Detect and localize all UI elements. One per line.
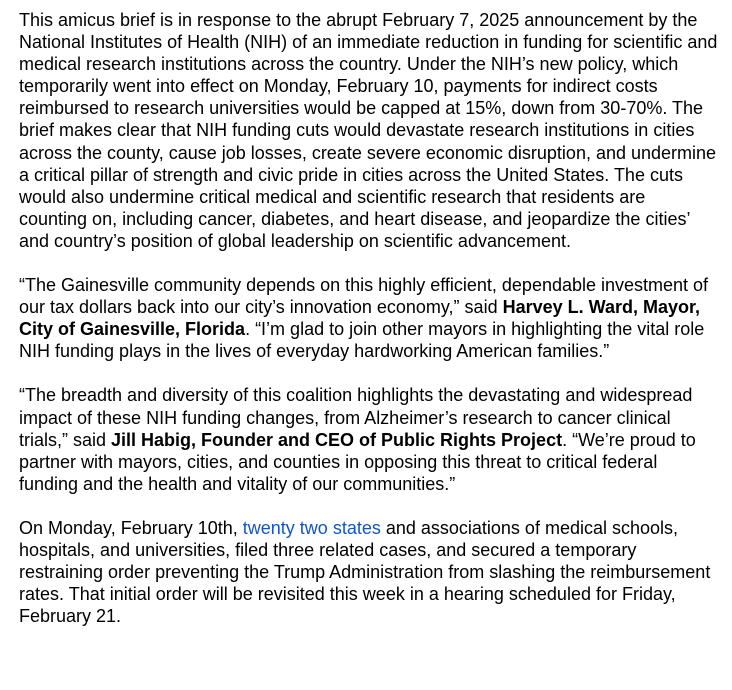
ward-quote-paragraph [19,274,718,362]
habig-speaker-name: Jill Habig, Founder and CEO of Public Rights Project [111,429,563,450]
closing-text-end: and associations of medical schools, hospitals, and universities, filed three related cases, and secured a temporary restraining order preventing the Trump Administration from slashing the reimbursement rates. That initial order will be revisited this week in a hearing scheduled for Friday, February 21. [19,517,711,627]
habig-quote-text: “The breadth and diversity of this coalition highlights the devastating and widespread impact of these NIH funding changes, from Alzheimer’s research to cancer clinical trials,” said [19,385,693,450]
closing-text-start: On Monday, February 10th, [19,517,243,538]
twenty-two-states-link[interactable]: twenty two states [242,517,381,538]
habig-quote-paragraph [19,384,718,494]
ward-quote-text: “The Gainesville community depends on this highly efficient, dependable investment of our tax dollars back into our city’s innovation economy,” said [19,275,709,318]
ward-quote-continuation: . “I’m glad to join other mayors in highlighting the vital role NIH funding plays in the lives of everyday hardworking American families.” [19,319,705,362]
ward-speaker-name: Harvey L. Ward, Mayor, City of Gainesville, Florida [19,297,700,340]
closing-paragraph [19,517,718,627]
intro-paragraph: This amicus brief is in response to the abrupt February 7, 2025 announcement by the National Institutes of Health (NIH) of an immediate reduction in funding for scientific and medical research institutions across the country. Under the NIH’s new policy, which temporarily went into effect on Monday, February 10, payments for indirect costs reimbursed to research universities would be capped at 15%, down from 30-70%. The brief makes clear that NIH funding cuts would devastate research institutions in cities across the county, cause job losses, create severe economic disruption, and undermine a critical pillar of strength and civic pride in cities across the United States. The cuts would also undermine critical medical and scientific research that residents are counting on, including cancer, diabetes, and heart disease, and jeopardize the cities’ and country’s position of global leadership on scientific advancement. [19,10,718,251]
habig-quote-continuation: . “We’re proud to partner with mayors, cities, and counties in opposing this threat to critical federal funding and the health and vitality of our communities.” [19,429,696,494]
